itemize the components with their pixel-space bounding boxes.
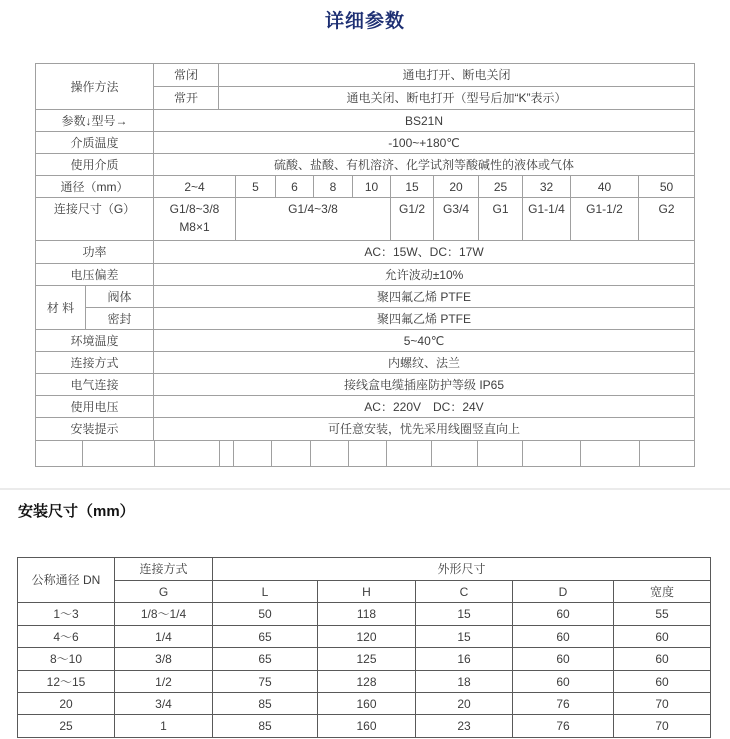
- table-row: [18, 648, 711, 671]
- param-value: 40: [571, 176, 639, 198]
- dim-value: 76: [513, 693, 614, 715]
- row-sublabel: 密封: [86, 308, 154, 330]
- table-row: [36, 264, 695, 286]
- table-row-group-body: [86, 286, 695, 330]
- param-value: 6: [276, 176, 314, 198]
- param-value: 聚四氟乙烯 PTFE: [154, 286, 695, 308]
- table-row: [36, 374, 695, 396]
- table-row: [36, 132, 695, 154]
- table-row: [36, 241, 695, 264]
- dim-value: 85: [213, 715, 318, 738]
- table-row-group: [18, 558, 711, 603]
- section-divider: [0, 488, 730, 490]
- table-row: [18, 603, 711, 626]
- dim-value: 160: [318, 715, 416, 738]
- table-cell: [311, 441, 349, 467]
- dim-value: 60: [513, 648, 614, 671]
- dim-value: 15: [416, 603, 513, 626]
- param-value: G1/4~3/8: [236, 198, 391, 241]
- dim-value: 15: [416, 626, 513, 648]
- table-cell: [640, 441, 695, 467]
- table-row: [86, 308, 695, 330]
- row-label: 使用电压: [36, 396, 154, 418]
- dim-value: 20: [18, 693, 115, 715]
- dim-value: 20: [416, 693, 513, 715]
- dim-value: 160: [318, 693, 416, 715]
- dim-value: 1/2: [115, 671, 213, 693]
- dim-value: 76: [513, 715, 614, 738]
- dim-value: 16: [416, 648, 513, 671]
- dim-value: 8～10: [18, 648, 115, 671]
- dim-value: 23: [416, 715, 513, 738]
- table-row: [18, 693, 711, 715]
- table-row: [36, 352, 695, 374]
- param-value: 5: [236, 176, 276, 198]
- param-value: 内螺纹、法兰: [154, 352, 695, 374]
- table-row: [18, 626, 711, 648]
- dim-value: 3/4: [115, 693, 213, 715]
- param-value: 25: [479, 176, 523, 198]
- dim-value: 70: [614, 693, 711, 715]
- table-row: [154, 64, 695, 87]
- param-value: 聚四氟乙烯 PTFE: [154, 308, 695, 330]
- param-value: 15: [391, 176, 434, 198]
- row-label: 电压偏差: [36, 264, 154, 286]
- table-row: [18, 715, 711, 738]
- param-value: 允许波动±10%: [154, 264, 695, 286]
- table-cell: [220, 441, 234, 467]
- dim-value: 60: [513, 626, 614, 648]
- table-row: [36, 154, 695, 176]
- table-row: [36, 396, 695, 418]
- column-header: G: [115, 581, 213, 603]
- table-row-group: [36, 64, 695, 110]
- param-value: G1-1/4: [523, 198, 571, 241]
- dim-value: 128: [318, 671, 416, 693]
- param-value: BS21N: [154, 110, 695, 132]
- table-cell: [234, 441, 272, 467]
- dim-value: 125: [318, 648, 416, 671]
- param-value: G1/8~3/8 M8×1: [154, 198, 236, 241]
- dim-value: 65: [213, 626, 318, 648]
- row-label: 安装提示: [36, 418, 154, 441]
- table-cell: [581, 441, 640, 467]
- param-value: G1-1/2: [571, 198, 639, 241]
- table-row: [36, 176, 695, 198]
- installation-section-heading: 安装尺寸（mm）: [18, 503, 135, 520]
- dim-value: 12～15: [18, 671, 115, 693]
- table-row: [115, 558, 711, 581]
- dim-value: 3/8: [115, 648, 213, 671]
- param-value: -100~+180℃: [154, 132, 695, 154]
- dim-value: 25: [18, 715, 115, 738]
- param-value: 2~4: [154, 176, 236, 198]
- table-row-group-body: [115, 558, 711, 603]
- column-header: D: [513, 581, 614, 603]
- column-header: 外形尺寸: [213, 558, 711, 581]
- param-value: AC：15W、DC：17W: [154, 241, 695, 264]
- table-cell: [36, 441, 83, 467]
- row-label: 通径（mm）: [36, 176, 154, 198]
- table-row: [36, 110, 695, 132]
- installation-dimensions-table: [17, 557, 711, 738]
- dim-value: 65: [213, 648, 318, 671]
- param-value: G1/2: [391, 198, 434, 241]
- table-row: [36, 198, 695, 241]
- dim-value: 60: [513, 671, 614, 693]
- param-value: 10: [353, 176, 391, 198]
- param-value: 硫酸、盐酸、有机溶济、化学试剂等酸碱性的液体或气体: [154, 154, 695, 176]
- table-cell: [155, 441, 220, 467]
- dim-value: 18: [416, 671, 513, 693]
- column-header: H: [318, 581, 416, 603]
- table-row: [36, 330, 695, 352]
- param-value: 8: [314, 176, 353, 198]
- row-sublabel: 阀体: [86, 286, 154, 308]
- dim-value: 4～6: [18, 626, 115, 648]
- param-value: AC：220V DC：24V: [154, 396, 695, 418]
- dim-value: 1～3: [18, 603, 115, 626]
- param-value: 20: [434, 176, 479, 198]
- dim-value: 70: [614, 715, 711, 738]
- page-title: 详细参数: [324, 11, 405, 32]
- table-row: [154, 87, 695, 110]
- table-row-group: [36, 286, 695, 330]
- table-cell: [83, 441, 155, 467]
- column-header: 宽度: [614, 581, 711, 603]
- dim-value: 55: [614, 603, 711, 626]
- table-row: [36, 441, 695, 467]
- detailed-params-table: [35, 63, 695, 467]
- row-label: 连接尺寸（G）: [36, 198, 154, 241]
- row-label: 操作方法: [36, 64, 154, 110]
- table-row: [18, 671, 711, 693]
- param-value: 接线盒电缆插座防护等级 IP65: [154, 374, 695, 396]
- param-value: 通电打开、断电关闭: [219, 64, 695, 87]
- column-header: L: [213, 581, 318, 603]
- dim-value: 60: [614, 671, 711, 693]
- table-cell: [432, 441, 478, 467]
- dim-value: 85: [213, 693, 318, 715]
- dim-value: 1/4: [115, 626, 213, 648]
- row-label: 介质温度: [36, 132, 154, 154]
- param-value: 32: [523, 176, 571, 198]
- dim-value: 60: [513, 603, 614, 626]
- row-label: 电气连接: [36, 374, 154, 396]
- param-value: 50: [639, 176, 695, 198]
- table-cell: [349, 441, 387, 467]
- table-row: [115, 581, 711, 603]
- column-header: 连接方式: [115, 558, 213, 581]
- row-sublabel: 常开: [154, 87, 219, 110]
- table-row: [86, 286, 695, 308]
- table-cell: [387, 441, 432, 467]
- dim-value: 60: [614, 648, 711, 671]
- param-value: 可任意安装，忧先采用线圈竖直向上: [154, 418, 695, 441]
- row-sublabel: 常闭: [154, 64, 219, 87]
- param-value: 通电关闭、断电打开（型号后加“K”表示）: [219, 87, 695, 110]
- row-label: 连接方式: [36, 352, 154, 374]
- table-cell: [272, 441, 311, 467]
- table-row: [36, 418, 695, 441]
- row-label: 参数↓型号→: [36, 110, 154, 132]
- param-value: G2: [639, 198, 695, 241]
- row-label: 使用介质: [36, 154, 154, 176]
- row-label: 材 料: [36, 286, 86, 330]
- row-label: 功率: [36, 241, 154, 264]
- dim-value: 60: [614, 626, 711, 648]
- column-header: 公称通径 DN: [18, 558, 115, 603]
- param-value: 5~40℃: [154, 330, 695, 352]
- dim-value: 1/8～1/4: [115, 603, 213, 626]
- dim-value: 120: [318, 626, 416, 648]
- table-cell: [478, 441, 523, 467]
- param-value: G1: [479, 198, 523, 241]
- dim-value: 1: [115, 715, 213, 738]
- param-value: G3/4: [434, 198, 479, 241]
- dim-value: 118: [318, 603, 416, 626]
- dim-value: 75: [213, 671, 318, 693]
- column-header: C: [416, 581, 513, 603]
- dim-value: 50: [213, 603, 318, 626]
- table-cell: [523, 441, 581, 467]
- row-label: 环境温度: [36, 330, 154, 352]
- table-row-group-body: [154, 64, 695, 110]
